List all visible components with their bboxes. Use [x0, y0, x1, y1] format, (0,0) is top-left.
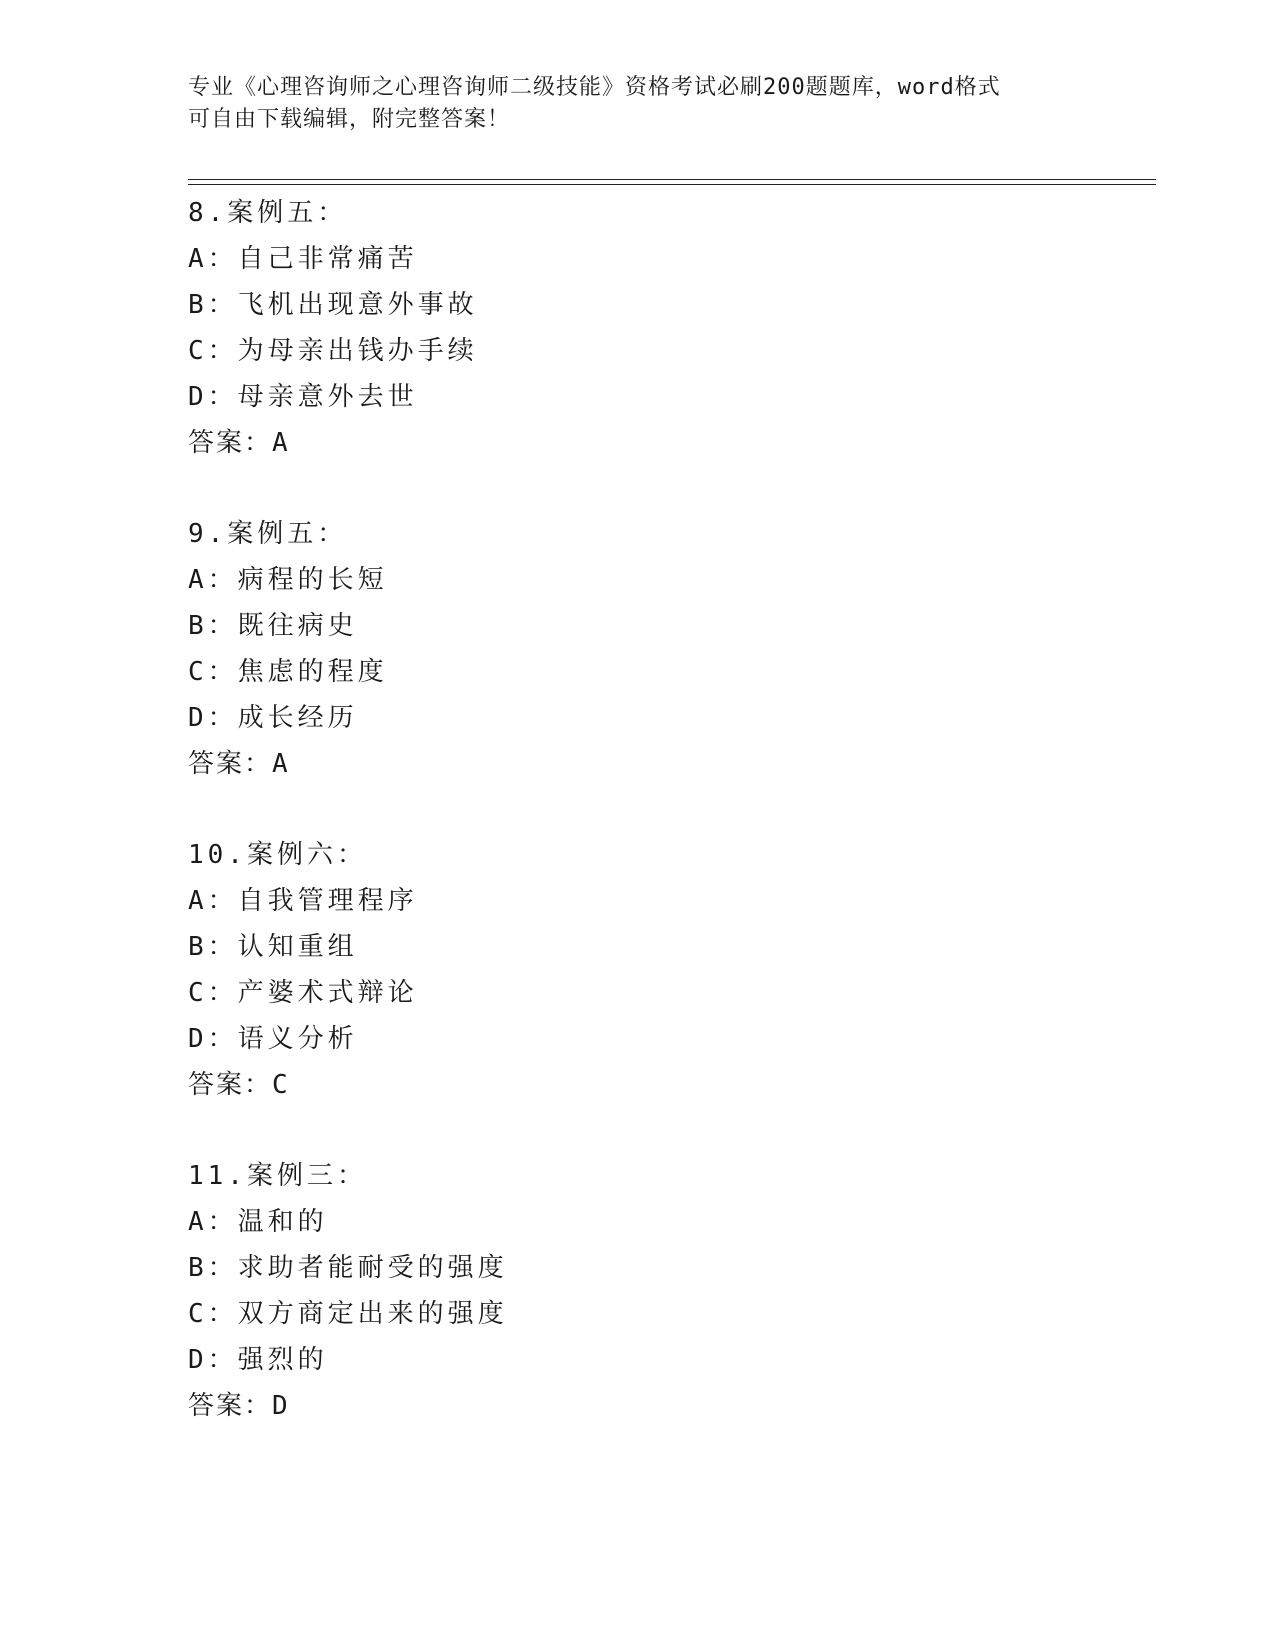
option-b: B：认知重组	[188, 932, 358, 962]
document-header	[188, 72, 1088, 136]
question-8	[188, 190, 1088, 511]
option-d: D：强烈的	[188, 1345, 328, 1375]
question-9	[188, 511, 1088, 832]
answer-line: 答案：D	[188, 1391, 290, 1421]
question-stem: 8.案例五：	[188, 198, 348, 228]
option-d: D：成长经历	[188, 703, 358, 733]
header-divider-top	[188, 179, 1156, 180]
option-d: D：语义分析	[188, 1024, 358, 1054]
option-a: A：自我管理程序	[188, 886, 418, 916]
answer-line: 答案：A	[188, 749, 290, 779]
option-c: C：双方商定出来的强度	[188, 1299, 508, 1329]
answer-line: 答案：A	[188, 428, 290, 458]
option-a: A：自己非常痛苦	[188, 244, 418, 274]
option-c: C：产婆术式辩论	[188, 978, 418, 1008]
question-stem: 11.案例三：	[188, 1161, 367, 1191]
option-a: A：温和的	[188, 1207, 328, 1237]
header-title-line-2: 可自由下载编辑，附完整答案！	[188, 107, 511, 132]
question-list	[188, 190, 1088, 1474]
option-a: A：病程的长短	[188, 565, 388, 595]
option-d: D：母亲意外去世	[188, 382, 418, 412]
question-stem: 10.案例六：	[188, 840, 367, 870]
header-title-line-1: 专业《心理咨询师之心理咨询师二级技能》资格考试必刷200题题库，word格式	[188, 75, 1001, 100]
option-b: B：求助者能耐受的强度	[188, 1253, 508, 1283]
option-c: C：焦虑的程度	[188, 657, 388, 687]
question-10	[188, 832, 1088, 1153]
option-b: B：飞机出现意外事故	[188, 290, 478, 320]
question-11	[188, 1153, 1088, 1474]
answer-line: 答案：C	[188, 1070, 290, 1100]
header-divider-bottom	[188, 184, 1156, 185]
option-b: B：既往病史	[188, 611, 358, 641]
option-c: C：为母亲出钱办手续	[188, 336, 478, 366]
question-stem: 9.案例五：	[188, 519, 348, 549]
